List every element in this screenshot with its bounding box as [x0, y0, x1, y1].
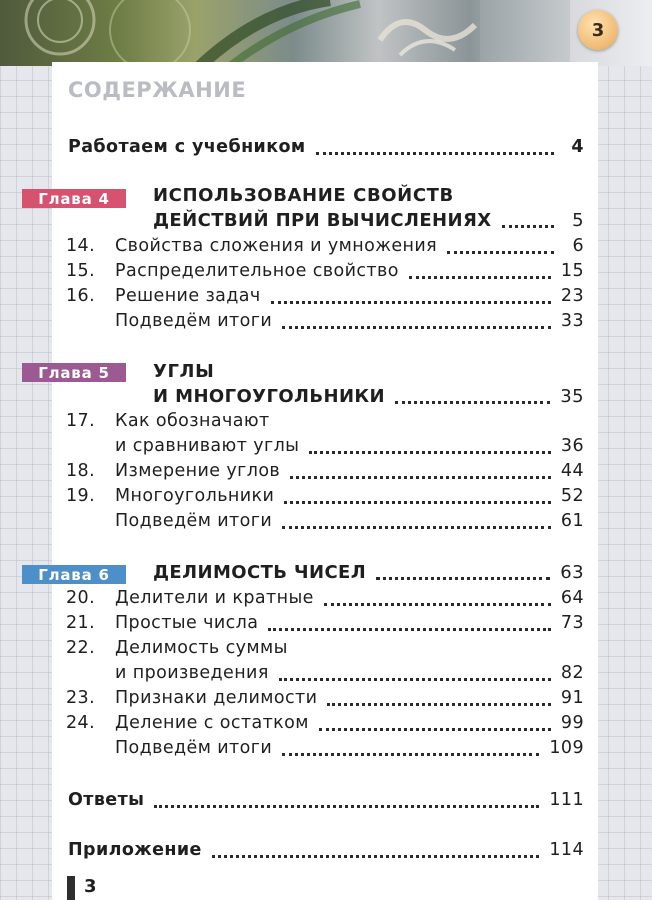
entry-title: Признаки делимости: [115, 688, 318, 708]
entry-title: Работаем с учебником: [68, 137, 306, 157]
dot-leader: [319, 728, 551, 731]
dot-leader: [282, 753, 539, 756]
entry-page: 6: [572, 236, 584, 256]
entry-page: 15: [560, 261, 584, 281]
toc-entry-chapter-5[interactable]: [153, 386, 584, 410]
toc-entry-19[interactable]: [66, 486, 584, 510]
dot-leader: [282, 326, 551, 329]
toc-entry-17-line-1[interactable]: [66, 411, 584, 435]
toc-entry-17-line-2[interactable]: [66, 436, 584, 460]
toc-entry-23[interactable]: [66, 688, 584, 712]
dot-leader: [212, 855, 540, 858]
toc-entry-chapter-5-summary[interactable]: [66, 511, 584, 535]
entry-number: 23.: [66, 688, 96, 708]
entry-page: 63: [560, 562, 584, 583]
entry-page: 111: [549, 790, 584, 810]
entry-page: 44: [560, 461, 584, 481]
entry-page: 52: [560, 486, 584, 506]
entry-page: 36: [560, 436, 584, 456]
entry-page: 35: [560, 386, 584, 407]
chapter-5-title-line-1: УГЛЫ: [153, 361, 215, 382]
toc-entry-15[interactable]: [66, 261, 584, 285]
entry-page: 4: [571, 137, 584, 157]
entry-page: 82: [560, 663, 584, 683]
dot-leader: [395, 401, 550, 404]
toc-entry-22-line-1[interactable]: [66, 638, 584, 662]
dot-leader: [282, 526, 551, 529]
entry-number: 15.: [66, 261, 96, 281]
toc-entry-chapter-4-summary[interactable]: [66, 311, 584, 335]
entry-title: Подведём итоги: [115, 511, 273, 531]
dot-leader: [409, 276, 551, 279]
entry-page: 33: [560, 311, 584, 331]
toc-entry-21[interactable]: [66, 613, 584, 637]
dot-leader: [290, 476, 551, 479]
chapter-4-title-line-2: ДЕЙСТВИЙ ПРИ ВЫЧИСЛЕНИЯХ: [153, 210, 492, 231]
dot-leader: [279, 678, 551, 681]
entry-title: Подведём итоги: [115, 738, 273, 758]
toc-entry-chapter-6[interactable]: [153, 562, 584, 586]
dot-leader: [447, 251, 554, 254]
entry-title: Подведём итоги: [115, 311, 273, 331]
entry-page: 61: [560, 511, 584, 531]
entry-number: 14.: [66, 236, 96, 256]
entry-page: 64: [560, 588, 584, 608]
entry-number: 17.: [66, 411, 96, 431]
toc-entry-16[interactable]: [66, 286, 584, 310]
entry-number: 21.: [66, 613, 96, 633]
dot-leader: [268, 628, 551, 631]
entry-number: 20.: [66, 588, 96, 608]
chapter-4-title-line-1: ИСПОЛЬЗОВАНИЕ СВОЙСТВ: [153, 185, 454, 206]
toc-entry-chapter-6-summary[interactable]: [66, 738, 584, 762]
entry-page: 109: [549, 738, 584, 758]
chapter-6-title: ДЕЛИМОСТЬ ЧИСЕЛ: [153, 562, 367, 583]
entry-number: 18.: [66, 461, 96, 481]
entry-page: 99: [560, 713, 584, 733]
chapter-6-badge: Глава 6: [22, 565, 126, 584]
entry-page: 114: [549, 840, 584, 860]
entry-title: Решение задач: [115, 286, 261, 306]
dot-leader: [271, 301, 551, 304]
entry-title: Свойства сложения и умножения: [115, 236, 438, 256]
toc-entry-chapter-4[interactable]: [153, 210, 584, 234]
header-photo-banner: [0, 0, 652, 66]
dot-leader: [316, 152, 554, 155]
dot-leader: [154, 805, 539, 808]
page-title: СОДЕРЖАНИЕ: [68, 78, 247, 102]
dot-leader: [309, 451, 551, 454]
chapter-5-badge: Глава 5: [22, 363, 126, 382]
entry-title: Многоугольники: [115, 486, 275, 506]
entry-title: Простые числа: [115, 613, 259, 633]
toc-entry-answers[interactable]: [68, 790, 584, 814]
chapter-5-title-line-2: И МНОГОУГОЛЬНИКИ: [153, 386, 386, 407]
toc-entry-20[interactable]: [66, 588, 584, 612]
entry-number: 24.: [66, 713, 96, 733]
entry-title: Делители и кратные: [115, 588, 314, 608]
dot-leader: [502, 225, 555, 228]
entry-title: Измерение углов: [115, 461, 281, 481]
entry-title: Распределительное свойство: [115, 261, 399, 281]
banner-decoration: [0, 0, 652, 66]
entry-page: 91: [560, 688, 584, 708]
entry-title: Деление с остатком: [115, 713, 309, 733]
dot-leader: [324, 603, 551, 606]
dot-leader: [376, 577, 550, 580]
dot-leader: [327, 703, 551, 706]
entry-title: Делимость суммы: [115, 638, 288, 658]
entry-page: 73: [560, 613, 584, 633]
toc-entry-22-line-2[interactable]: [66, 663, 584, 687]
toc-entry-appendix[interactable]: [68, 840, 584, 864]
entry-title: Ответы: [68, 790, 145, 810]
footer-marker: [67, 876, 75, 900]
toc-entry-24[interactable]: [66, 713, 584, 737]
page-number-badge: 3: [578, 10, 618, 50]
chapter-4-badge: Глава 4: [22, 189, 126, 208]
footer-page-number: 3: [84, 876, 97, 897]
entry-page: 5: [572, 210, 584, 231]
entry-number: 19.: [66, 486, 96, 506]
entry-title: Как обозначают: [115, 411, 270, 431]
entry-title: и произведения: [115, 663, 269, 683]
toc-entry-14[interactable]: [66, 236, 584, 260]
entry-page: 23: [560, 286, 584, 306]
entry-number: 22.: [66, 638, 96, 658]
toc-entry-intro[interactable]: [68, 137, 584, 161]
entry-title: Приложение: [68, 840, 202, 860]
entry-title: и сравнивают углы: [115, 436, 300, 456]
toc-entry-18[interactable]: [66, 461, 584, 485]
entry-number: 16.: [66, 286, 96, 306]
dot-leader: [284, 501, 551, 504]
